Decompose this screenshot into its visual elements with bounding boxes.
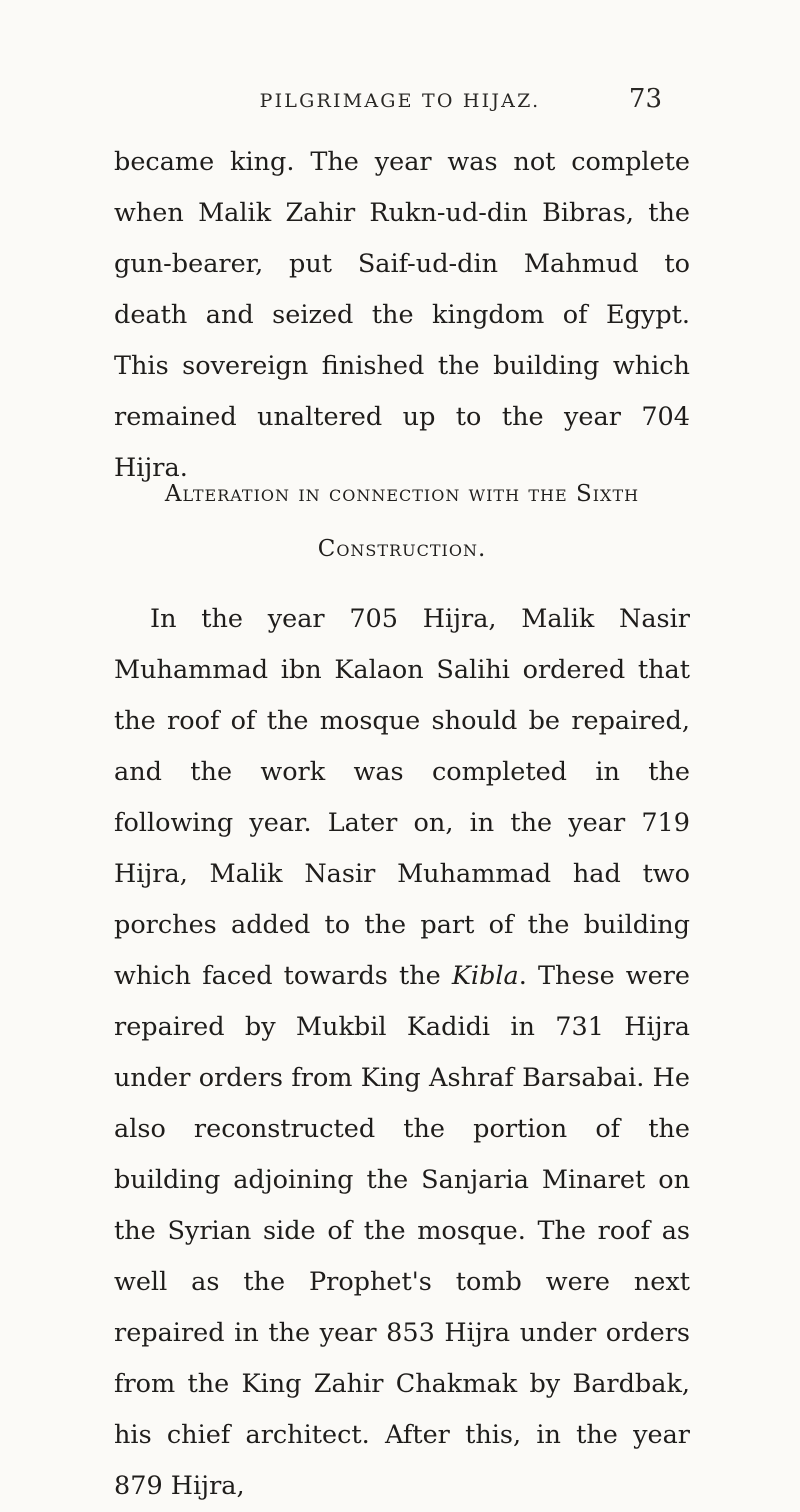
paragraph-body	[114, 594, 690, 1512]
kibla-term: Kibla	[451, 961, 519, 991]
section-heading	[114, 467, 690, 577]
paragraph-text-part-2: . These were repaired by Mukbil Kadidi in 731 Hijra under orders from King Ashraf Barsabai. He also reconstructed the portion of the building adjoining the Sanjaria Minaret on the Syrian side of the mosque. The roof as well as the Prophet's tomb were next repaired in the year 853 Hijra under orders from the King Zahir Chakmak by Bardbak, his chief architect. After this, in the year 879 Hijra,	[114, 961, 690, 1501]
page-number: 73	[628, 84, 662, 114]
section-heading-line-2: Construction.	[317, 536, 487, 562]
paragraph-continuation	[114, 137, 690, 494]
section-heading-line-1: Alteration in connection with the Sixth	[164, 481, 640, 507]
paragraph-text-part-1: In the year 705 Hijra, Malik Nasir Muhammad ibn Kalaon Salihi ordered that the roof of the mosque should be repaired, and the work was completed in the following year. Later on, in the year 719 Hijra, Malik Nasir Muhammad had two porches added to the part of the building which faced towards the	[114, 604, 690, 991]
paragraph-alteration	[114, 594, 690, 1512]
running-head	[0, 84, 800, 124]
paragraph-text: became king. The year was not complete when Malik Zahir Rukn-ud-din Bibras, the gun-bearer, put Saif-ud-din Mahmud to death and seized the kingdom of Egypt. This sovereign finished the building which remained unaltered up to the year 704 Hijra.	[114, 147, 690, 483]
running-title: PILGRIMAGE TO HIJAZ.	[259, 90, 541, 112]
